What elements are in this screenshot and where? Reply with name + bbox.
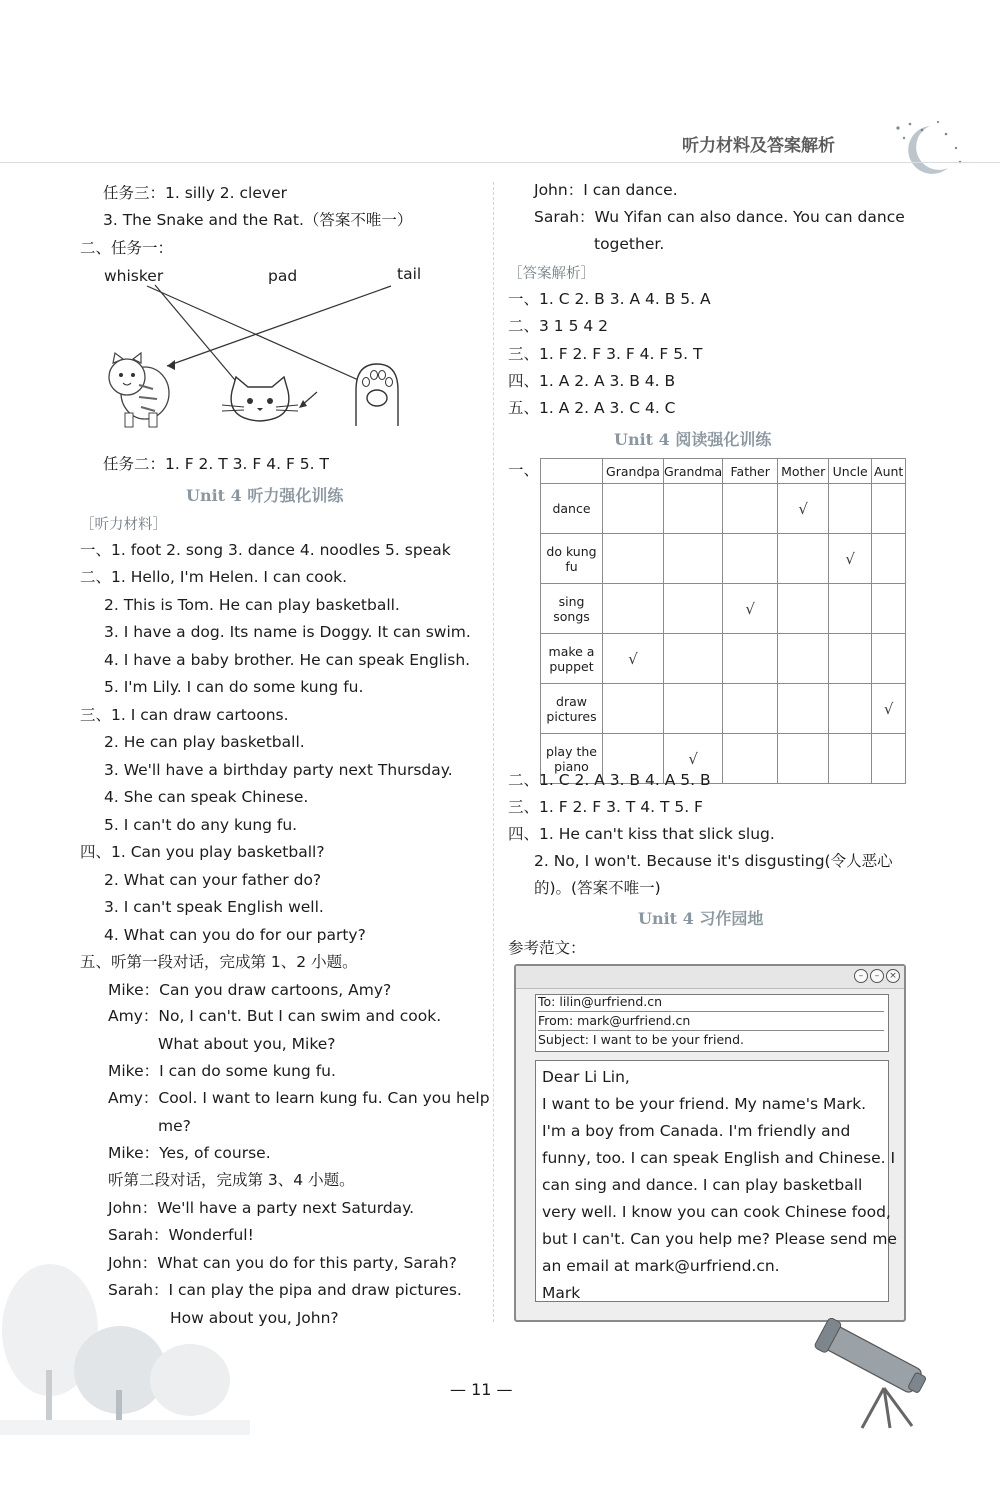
email-divider <box>538 1011 884 1012</box>
match-word-tail: tail <box>397 265 422 283</box>
task3-answer-3: 3. The Snake and the Rat.（答案不唯一） <box>103 211 413 229</box>
answer-line: 三、1. F 2. F 3. F 4. F 5. T <box>508 345 703 363</box>
script-line: Sarah：Wonderful! <box>108 1226 254 1244</box>
maximize-icon: – <box>870 969 884 983</box>
script-line: 3. I have a dog. Its name is Doggy. It can swim. <box>104 623 471 641</box>
reading-table <box>540 458 906 784</box>
email-subject: Subject: I want to be your friend. <box>538 1032 744 1047</box>
email-window <box>514 964 906 1322</box>
script-line: 一、1. foot 2. song 3. dance 4. noodles 5. speak <box>80 541 451 559</box>
reading-unit-title: Unit 4 阅读强化训练 <box>614 430 772 449</box>
row-label: play the piano <box>541 734 603 784</box>
row-label: sing songs <box>541 584 603 634</box>
dialog-line: John：I can dance. <box>534 181 678 199</box>
listening-unit-title: Unit 4 听力强化训练 <box>186 486 344 505</box>
script-line: 2. This is Tom. He can play basketball. <box>104 596 400 614</box>
listening-material-tag: ［听力材料］ <box>80 517 167 533</box>
answer-line: 四、1. A 2. A 3. B 4. B <box>508 372 676 390</box>
script-line: 3. We'll have a birthday party next Thursday. <box>104 761 453 779</box>
section2-task1-label: 二、任务一： <box>80 239 174 257</box>
column-header: Grandpa <box>603 459 664 484</box>
tick-mark: √ <box>723 584 778 634</box>
reading-answer-line: 三、1. F 2. F 3. T 4. T 5. F <box>508 798 703 816</box>
script-line: 2. He can play basketball. <box>104 733 305 751</box>
moon-stars-icon <box>890 118 970 178</box>
email-body-line: I want to be your friend. My name's Mark. <box>542 1095 867 1113</box>
script-line: 四、1. Can you play basketball? <box>80 843 325 861</box>
row-label: dance <box>541 484 603 534</box>
script-line: 听第二段对话，完成第 3、4 小题。 <box>108 1171 355 1189</box>
email-body-line: but I can't. Can you help me? Please send me <box>542 1230 897 1248</box>
column-header: Mother <box>778 459 829 484</box>
reading-answer-line: 四、1. He can't kiss that slick slug. <box>508 825 775 843</box>
answer-analysis-tag: ［答案解析］ <box>508 266 595 282</box>
script-line: Amy：No, I can't. But I can swim and cook. <box>108 1007 442 1025</box>
tiger-illustration <box>103 345 173 430</box>
page-number: — 11 — <box>450 1380 513 1399</box>
script-line: 5. I'm Lily. I can do some kung fu. <box>104 678 364 696</box>
email-body-line: can sing and dance. I can play basketball <box>542 1176 863 1194</box>
column-header: Aunt <box>872 459 906 484</box>
email-from: From: mark@urfriend.cn <box>538 1013 691 1028</box>
match-word-whisker: whisker <box>104 267 164 285</box>
column-header: Grandma <box>664 459 723 484</box>
email-body-line: I'm a boy from Canada. I'm friendly and <box>542 1122 851 1140</box>
minimize-icon: – <box>854 969 868 983</box>
script-line: 4. I have a baby brother. He can speak English. <box>104 651 471 669</box>
telescope-illustration <box>800 1318 950 1430</box>
script-line: Mike：I can do some kung fu. <box>108 1062 336 1080</box>
paw-illustration <box>350 360 405 430</box>
email-body-line: funny, too. I can speak English and Chinese. I <box>542 1149 896 1167</box>
dialog-line: together. <box>594 235 665 253</box>
header-title: 听力材料及答案解析 <box>682 136 835 156</box>
column-header: Father <box>723 459 778 484</box>
script-line: John：We'll have a party next Saturday. <box>108 1199 415 1217</box>
script-line: John：What can you do for this party, Sarah? <box>108 1254 457 1272</box>
sample-label: 参考范文： <box>508 939 586 957</box>
column-header: Uncle <box>829 459 872 484</box>
tick-mark: √ <box>664 734 723 784</box>
trees-illustration <box>0 1260 250 1435</box>
tick-mark: √ <box>829 534 872 584</box>
script-line: 3. I can't speak English well. <box>104 898 324 916</box>
email-signature: Mark <box>542 1284 581 1302</box>
reading-answer-line: 的)。(答案不唯一) <box>534 879 661 897</box>
email-divider <box>538 1030 884 1031</box>
script-line: 5. I can't do any kung fu. <box>104 816 298 834</box>
reading-answer-line: 2. No, I won't. Because it's disgusting(令人恶心 <box>534 852 893 870</box>
row-label: do kung fu <box>541 534 603 584</box>
script-line: 二、1. Hello, I'm Helen. I can cook. <box>80 568 348 586</box>
match-word-pad: pad <box>268 267 298 285</box>
task2-answers: 任务二：1. F 2. T 3. F 4. F 5. T <box>103 455 329 473</box>
tick-mark: √ <box>872 684 906 734</box>
column-divider <box>493 182 495 1322</box>
script-line: Mike：Can you draw cartoons, Amy? <box>108 981 392 999</box>
email-body-line: an email at mark@urfriend.cn. <box>542 1257 780 1275</box>
script-line: 五、听第一段对话，完成第 1、2 小题。 <box>80 953 358 971</box>
script-line: Mike：Yes, of course. <box>108 1144 271 1162</box>
header-rule <box>0 162 1000 163</box>
script-line: 2. What can your father do? <box>104 871 322 889</box>
script-line: 4. What can you do for our party? <box>104 926 366 944</box>
writing-unit-title: Unit 4 习作园地 <box>638 909 764 928</box>
row-label: make a puppet <box>541 634 603 684</box>
cat-face-illustration <box>218 375 303 425</box>
tick-mark: √ <box>603 634 664 684</box>
answer-line: 二、3 1 5 4 2 <box>508 317 609 335</box>
dialog-line: Sarah：Wu Yifan can also dance. You can dance <box>534 208 905 226</box>
script-line: Sarah：I can play the pipa and draw pictures. <box>108 1281 462 1299</box>
script-line: 4. She can speak Chinese. <box>104 788 309 806</box>
script-line: 三、1. I can draw cartoons. <box>80 706 289 724</box>
reading-answer-line: 二、1. C 2. A 3. B 4. A 5. B <box>508 771 711 789</box>
script-line: What about you, Mike? <box>158 1035 336 1053</box>
row-label: draw pictures <box>541 684 603 734</box>
email-titlebar <box>516 966 904 989</box>
email-body-line: Dear Li Lin, <box>542 1068 630 1086</box>
table-corner-cell <box>541 459 603 484</box>
email-to: To: lilin@urfriend.cn <box>538 994 663 1009</box>
table-section-label: 一、 <box>508 461 540 479</box>
task3-answers: 任务三：1. silly 2. clever <box>103 184 287 202</box>
script-line: How about you, John? <box>170 1309 339 1327</box>
close-icon: × <box>886 969 900 983</box>
script-line: Amy：Cool. I want to learn kung fu. Can you help <box>108 1089 490 1107</box>
tick-mark: √ <box>778 484 829 534</box>
answer-line: 一、1. C 2. B 3. A 4. B 5. A <box>508 290 711 308</box>
answer-line: 五、1. A 2. A 3. C 4. C <box>508 399 676 417</box>
email-body-line: very well. I know you can cook Chinese food, <box>542 1203 891 1221</box>
script-line: me? <box>158 1117 191 1135</box>
